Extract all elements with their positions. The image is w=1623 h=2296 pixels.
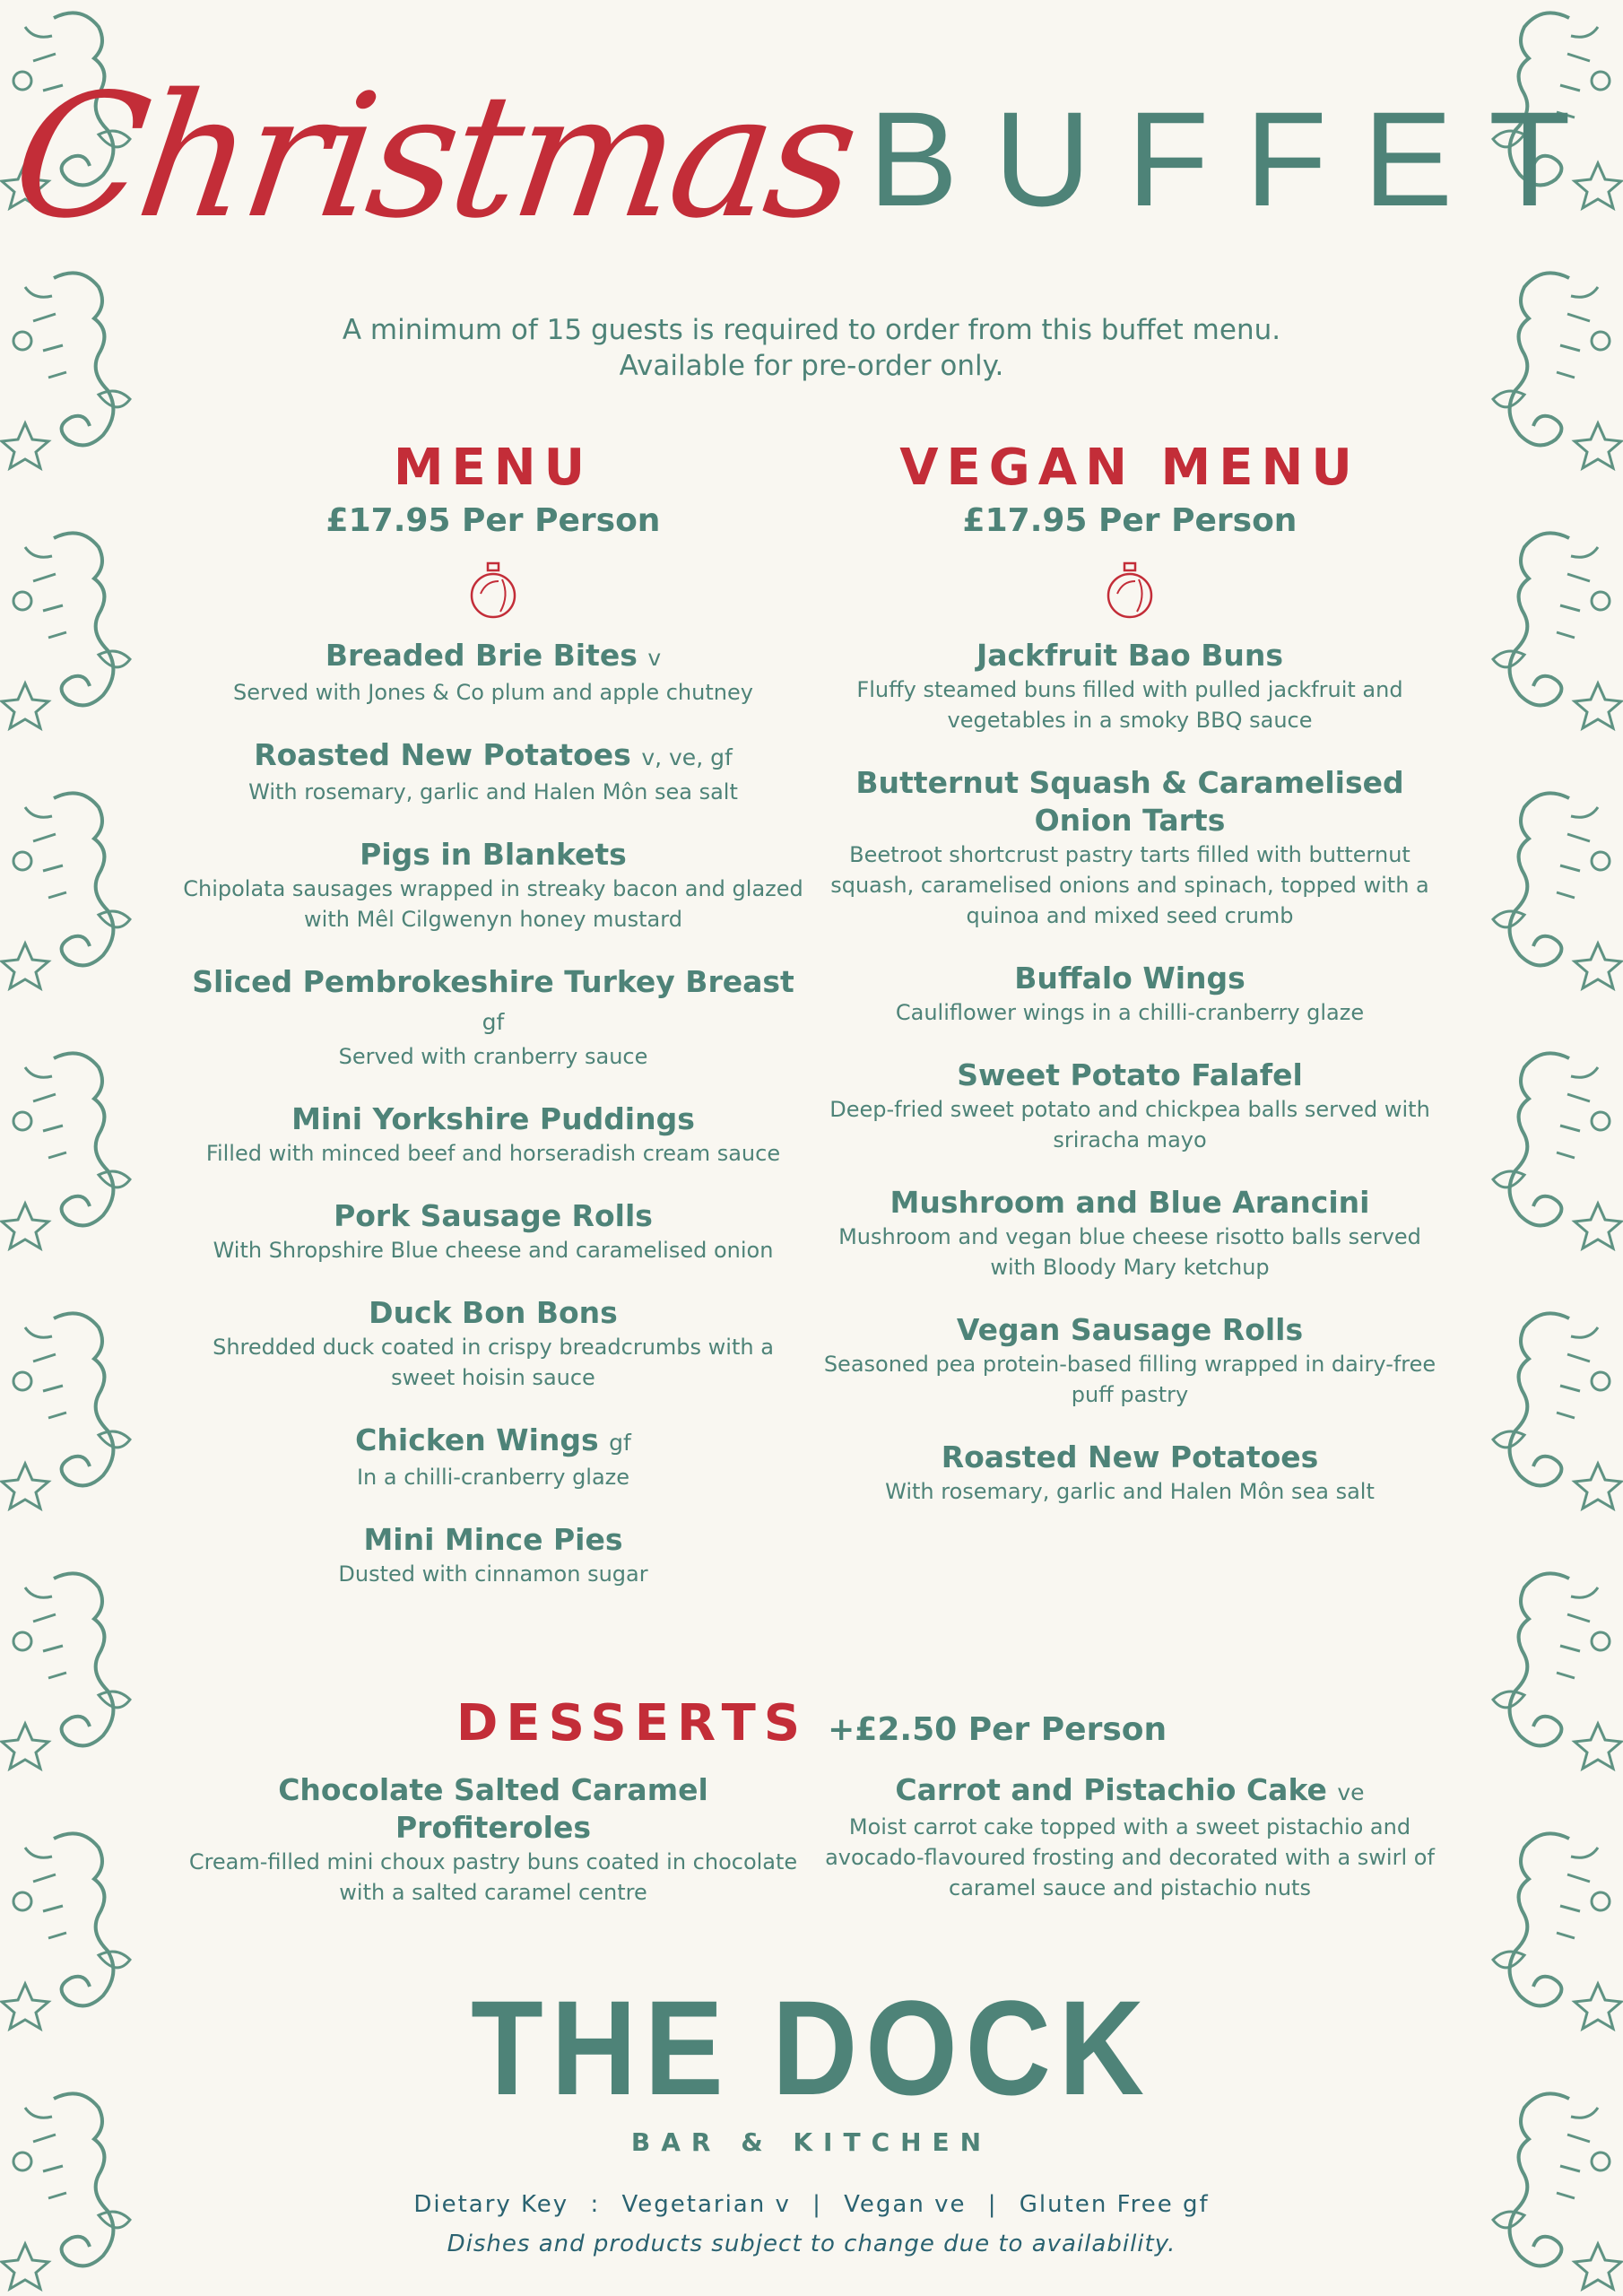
menu-item-name <box>179 1422 807 1462</box>
footer <box>0 2187 1623 2262</box>
key-colon: : <box>590 2191 601 2218</box>
dessert-desc: Cream-filled mini choux pastry buns coated in chocolate with a salted caramel centre <box>188 1849 798 1905</box>
dietary-key-label: Dietary Key <box>413 2191 569 2218</box>
menu-item-desc: Deep-fried sweet potato and chickpea balls served with sriracha mayo <box>829 1097 1430 1152</box>
dessert-item <box>816 1771 1444 1903</box>
desserts-header <box>0 1695 1623 1752</box>
menu-item <box>816 1311 1444 1410</box>
key-separator: | <box>987 2191 998 2218</box>
menu-item-desc: In a chilli-cranberry glaze <box>356 1465 630 1490</box>
menu-items <box>179 637 807 1589</box>
seahorse-holly-icon <box>1493 1053 1621 1248</box>
intro-line-1: A minimum of 15 guests is required to order from this buffet menu. <box>342 314 1281 346</box>
menu-item-name <box>179 736 807 777</box>
menu-item-desc: Served with cranberry sauce <box>338 1044 648 1069</box>
menu-heading: MENU <box>393 439 594 497</box>
menu-item-name-text: Vegan Sausage Rolls <box>956 1312 1304 1347</box>
vegan-menu-price: £17.95 Per Person <box>962 502 1298 539</box>
seahorse-holly-icon <box>2 1313 130 1509</box>
dietary-tag: ve <box>1337 1779 1365 1805</box>
menu-item <box>816 1184 1444 1283</box>
menu-item-name <box>179 963 807 1041</box>
dietary-key <box>0 2187 1623 2222</box>
menu-item-name-text: Sweet Potato Falafel <box>957 1057 1303 1092</box>
menu-item-name-text: Butternut Squash & Caramelised Onion Tarts <box>855 765 1404 838</box>
menu-item-name-text: Duck Bon Bons <box>369 1295 618 1330</box>
menu-item-name-text: Mushroom and Blue Arancini <box>890 1185 1370 1220</box>
seahorse-holly-icon <box>2 1053 130 1248</box>
menu-item-desc: Chipolata sausages wrapped in streaky bacon and glazed with Mêl Cilgwenyn honey mustard <box>183 876 803 932</box>
menu-item-name-text: Pork Sausage Rolls <box>334 1198 653 1233</box>
menu-item-name-text: Chicken Wings <box>355 1422 599 1457</box>
menu-item-desc: With rosemary, garlic and Halen Môn sea salt <box>885 1479 1375 1504</box>
menu-item-name <box>179 1197 807 1235</box>
menu-item-name <box>816 1311 1444 1349</box>
menu-item <box>179 1100 807 1169</box>
menu-item-name-text: Roasted New Potatoes <box>254 737 631 772</box>
dessert-name-text: Carrot and Pistachio Cake <box>895 1772 1327 1807</box>
dietary-tag: gf <box>609 1430 631 1456</box>
dietary-tag: v <box>647 645 662 671</box>
seahorse-holly-icon <box>1493 533 1621 728</box>
menu-item-desc: Fluffy steamed buns filled with pulled jackfruit and vegetables in a smoky BBQ sauce <box>856 677 1403 733</box>
menu-item-desc: With Shropshire Blue cheese and caramelised onion <box>213 1238 774 1263</box>
menu-item <box>816 637 1444 735</box>
menu-item-name <box>816 960 1444 997</box>
menu-item-name <box>179 1100 807 1138</box>
seahorse-holly-icon <box>1493 793 1621 988</box>
key-separator: | <box>812 2191 822 2218</box>
dessert-name <box>816 1771 1444 1812</box>
dessert-name-text: Chocolate Salted Caramel Profiteroles <box>278 1772 708 1845</box>
menu-item-name-text: Pigs in Blankets <box>360 837 627 872</box>
menu-item <box>179 963 807 1072</box>
menu-item <box>179 736 807 807</box>
menu-item-name <box>179 637 807 677</box>
menu-item-name <box>179 836 807 874</box>
brand-logo <box>0 1972 1623 2157</box>
menu-item-name-text: Buffalo Wings <box>1014 961 1245 996</box>
menu-item-desc: Shredded duck coated in crispy breadcrumbs with a sweet hoisin sauce <box>213 1335 774 1390</box>
seahorse-holly-icon <box>2 533 130 728</box>
menu-item-name <box>179 1294 807 1332</box>
key-gluten-free: Gluten Free gf <box>1019 2191 1210 2218</box>
vegan-menu-items <box>816 637 1444 1507</box>
menu-item <box>179 1521 807 1589</box>
seahorse-holly-icon <box>2 793 130 988</box>
menu-item-desc: Mushroom and vegan blue cheese risotto balls served with Bloody Mary ketchup <box>838 1224 1421 1280</box>
title-script: Christmas <box>2 57 865 256</box>
menu-item <box>816 1057 1444 1155</box>
key-vegan: Vegan ve <box>844 2191 967 2218</box>
intro-line-2: Available for pre-order only. <box>619 350 1004 382</box>
key-vegetarian: Vegetarian v <box>621 2191 791 2218</box>
menu-price: £17.95 Per Person <box>325 502 661 539</box>
availability-note: Dishes and products subject to change due to availability. <box>447 2231 1176 2257</box>
menu-item <box>179 637 807 708</box>
menu-item-name-text: Roasted New Potatoes <box>941 1439 1319 1474</box>
menu-item-name-text: Jackfruit Bao Buns <box>976 638 1284 673</box>
menu-item-desc: Beetroot shortcrust pastry tarts filled with butternut squash, caramelised onions and spinach, topped with a quinoa and mixed seed crumb <box>830 842 1429 928</box>
desserts-heading: DESSERTS <box>456 1694 809 1752</box>
menu-item <box>816 764 1444 931</box>
menu-item-desc: Filled with minced beef and horseradish cream sauce <box>205 1141 781 1166</box>
bauble-icon <box>1105 561 1155 622</box>
menu-item-name-text: Mini Mince Pies <box>363 1522 623 1557</box>
menu-item-name <box>179 1521 807 1559</box>
menu-item <box>179 1294 807 1393</box>
dessert-desc: Moist carrot cake topped with a sweet pistachio and avocado-flavoured frosting and decorated with a swirl of caramel sauce and pistachio nuts <box>825 1814 1435 1900</box>
menu-item <box>179 1197 807 1265</box>
dietary-tag: gf <box>482 1009 505 1035</box>
menu-item-name <box>816 637 1444 674</box>
bauble-icon <box>468 561 518 622</box>
desserts-price: +£2.50 Per Person <box>828 1711 1167 1748</box>
menu-column <box>179 439 807 1618</box>
menu-item <box>179 1422 807 1492</box>
dessert-name <box>179 1771 807 1847</box>
dessert-item <box>179 1771 807 1908</box>
menu-item <box>179 836 807 935</box>
page-title <box>0 57 1623 256</box>
menu-item-desc: Dusted with cinnamon sugar <box>338 1561 648 1587</box>
menu-item-name <box>816 1057 1444 1094</box>
menu-item-desc: Seasoned pea protein-based filling wrapped in dairy-free puff pastry <box>823 1352 1436 1407</box>
menu-item <box>816 960 1444 1028</box>
logo-subtitle: BAR & KITCHEN <box>630 2127 993 2157</box>
menu-item-name-text: Breaded Brie Bites <box>325 638 638 673</box>
logo-wordmark: THE DOCK <box>471 1972 1152 2123</box>
menu-item <box>816 1439 1444 1507</box>
seahorse-holly-icon <box>1493 1313 1621 1509</box>
menu-item-name-text: Mini Yorkshire Puddings <box>291 1101 695 1136</box>
menu-item-name-text: Sliced Pembrokeshire Turkey Breast <box>192 964 794 999</box>
menu-item-desc: With rosemary, garlic and Halen Môn sea salt <box>248 779 738 804</box>
title-block: BUFFET <box>868 83 1607 234</box>
vegan-menu-column <box>816 439 1444 1535</box>
menu-item-name <box>816 1184 1444 1222</box>
vegan-menu-heading: VEGAN MENU <box>899 439 1360 497</box>
menu-item-desc: Served with Jones & Co plum and apple chutney <box>233 680 753 705</box>
intro-text <box>0 312 1623 384</box>
menu-item-desc: Cauliflower wings in a chilli-cranberry glaze <box>895 1000 1365 1025</box>
menu-item-name <box>816 1439 1444 1476</box>
dietary-tag: v, ve, gf <box>641 744 733 770</box>
menu-item-name <box>816 764 1444 839</box>
